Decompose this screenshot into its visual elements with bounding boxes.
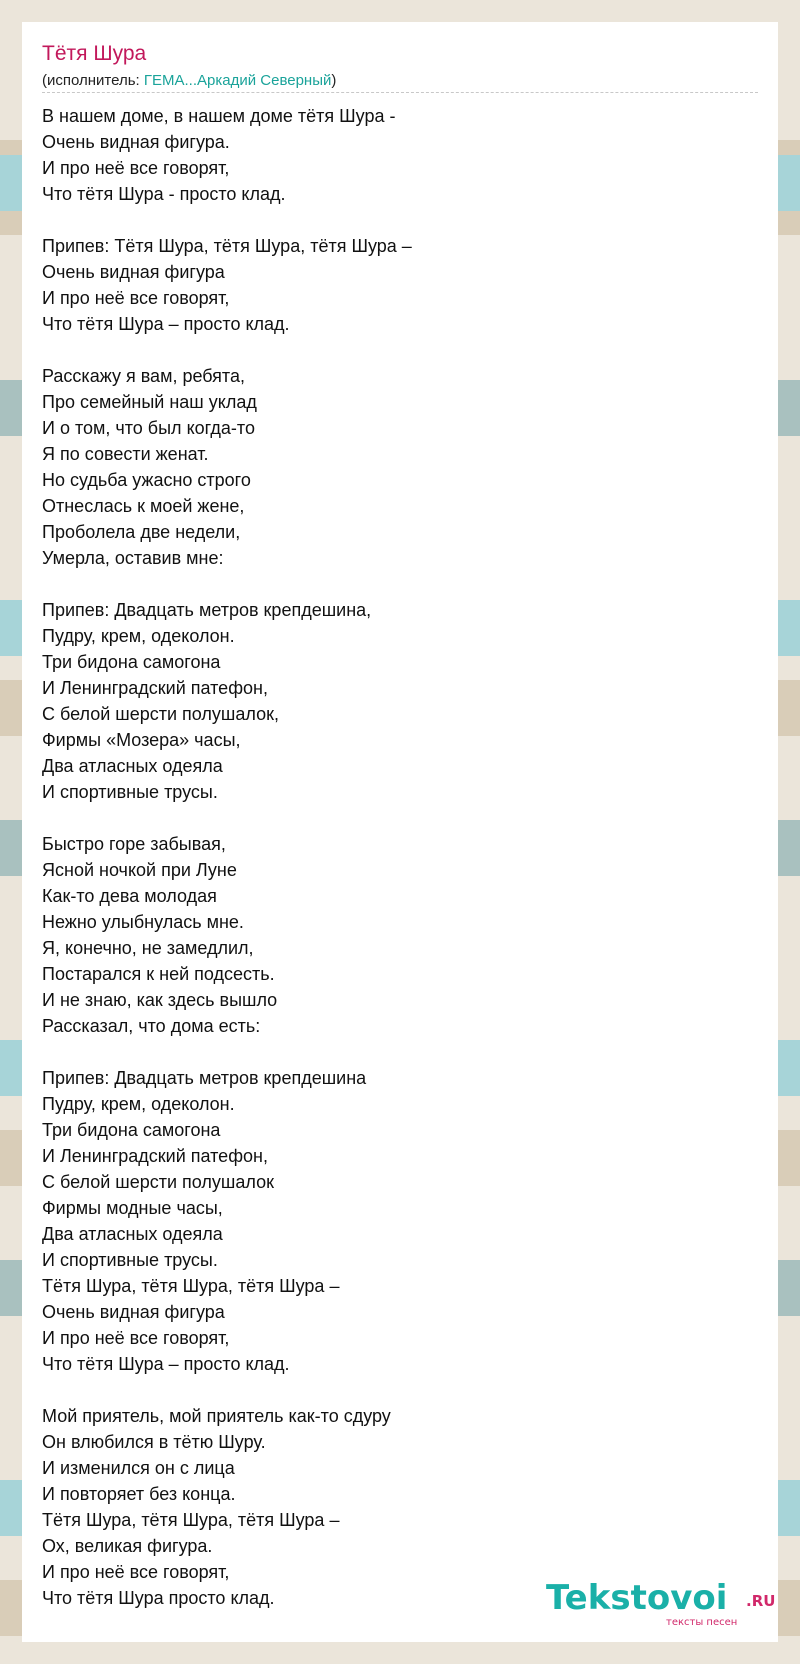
lyrics-line: Тётя Шура, тётя Шура, тётя Шура – [42,1510,340,1530]
lyrics-line: Расскажу я вам, ребята, [42,366,245,386]
title-divider [42,92,758,93]
lyrics-blank-line [42,337,758,363]
lyrics-line: Пудру, крем, одеколон. [42,1094,235,1114]
lyrics-line: Что тётя Шура – просто клад. [42,1354,290,1374]
logo-tld: .RU [746,1592,776,1610]
lyrics-line: Два атласных одеяла [42,1224,223,1244]
lyrics-text [42,103,758,1611]
lyrics-line: С белой шерсти полушалок, [42,704,279,724]
lyrics-line: Про семейный наш уклад [42,392,257,412]
lyrics-line: В нашем доме, в нашем доме тётя Шура - [42,106,396,126]
lyrics-line: Три бидона самогона [42,1120,221,1140]
lyrics-line: Очень видная фигура. [42,132,230,152]
lyrics-line: И не знаю, как здесь вышло [42,990,278,1010]
lyrics-line: Два атласных одеяла [42,756,223,776]
lyrics-line: Отнеслась к моей жене, [42,496,245,516]
lyrics-line: Умерла, оставив мне: [42,548,224,568]
lyrics-line: И изменился он с лица [42,1458,235,1478]
site-logo[interactable] [546,1578,776,1638]
lyrics-line: Рассказал, что дома есть: [42,1016,261,1036]
lyrics-line: И Ленинградский патефон, [42,678,268,698]
lyrics-line: Быстро горе забывая, [42,834,226,854]
lyrics-line: Припев: Двадцать метров крепдешина [42,1068,367,1088]
lyrics-line: Ох, великая фигура. [42,1536,213,1556]
performer-prefix: (исполнитель: [42,72,144,89]
lyrics-line: Проболела две недели, [42,522,241,542]
lyrics-line: Ясной ночкой при Луне [42,860,237,880]
logo-name: Tekstovoi [546,1578,728,1618]
lyrics-line: И повторяет без конца. [42,1484,236,1504]
lyrics-line: Что тётя Шура – просто клад. [42,314,290,334]
lyrics-line: Что тётя Шура просто клад. [42,1588,275,1608]
lyrics-line: Я по совести женат. [42,444,209,464]
lyrics-line: Постарался к ней подсесть. [42,964,275,984]
lyrics-line: Но судьба ужасно строго [42,470,251,490]
lyrics-blank-line [42,805,758,831]
performer-suffix: ) [331,72,337,89]
song-title: Тётя Шура [42,42,147,65]
lyrics-line: С белой шерсти полушалок [42,1172,274,1192]
lyrics-line: И про неё все говорят, [42,1328,230,1348]
lyrics-blank-line [42,1039,758,1065]
lyrics-line: И спортивные трусы. [42,782,218,802]
lyrics-blank-line [42,207,758,233]
lyrics-blank-line [42,571,758,597]
logo-tagline: тексты песен [666,1617,738,1628]
lyrics-line: Три бидона самогона [42,652,221,672]
lyrics-line: И про неё все говорят, [42,288,230,308]
lyrics-line: И спортивные трусы. [42,1250,218,1270]
lyrics-line: Тётя Шура, тётя Шура, тётя Шура – [42,1276,340,1296]
lyrics-line: Очень видная фигура [42,1302,225,1322]
lyrics-line: И Ленинградский патефон, [42,1146,268,1166]
performer-line [42,72,336,89]
lyrics-line: Фирмы «Мозера» часы, [42,730,241,750]
lyrics-line: Что тётя Шура - просто клад. [42,184,286,204]
lyrics-line: И о том, что был когда-то [42,418,255,438]
lyrics-blank-line [42,1377,758,1403]
lyrics-line: Он влюбился в тётю Шуру. [42,1432,266,1452]
lyrics-line: Нежно улыбнулась мне. [42,912,244,932]
lyrics-line: Я, конечно, не замедлил, [42,938,254,958]
lyrics-line: Припев: Двадцать метров крепдешина, [42,600,372,620]
performer-link[interactable]: ГЕМА...Аркадий Северный [143,72,332,89]
lyrics-line: Пудру, крем, одеколон. [42,626,235,646]
lyrics-line: Очень видная фигура [42,262,225,282]
lyrics-card [22,22,778,1642]
lyrics-line: И про неё все говорят, [42,1562,230,1582]
lyrics-line: Фирмы модные часы, [42,1198,223,1218]
lyrics-line: Как-то дева молодая [42,886,217,906]
lyrics-line: Мой приятель, мой приятель как-то сдуру [42,1406,391,1426]
lyrics-line: Припев: Тётя Шура, тётя Шура, тётя Шура – [42,236,412,256]
lyrics-line: И про неё все говорят, [42,158,230,178]
